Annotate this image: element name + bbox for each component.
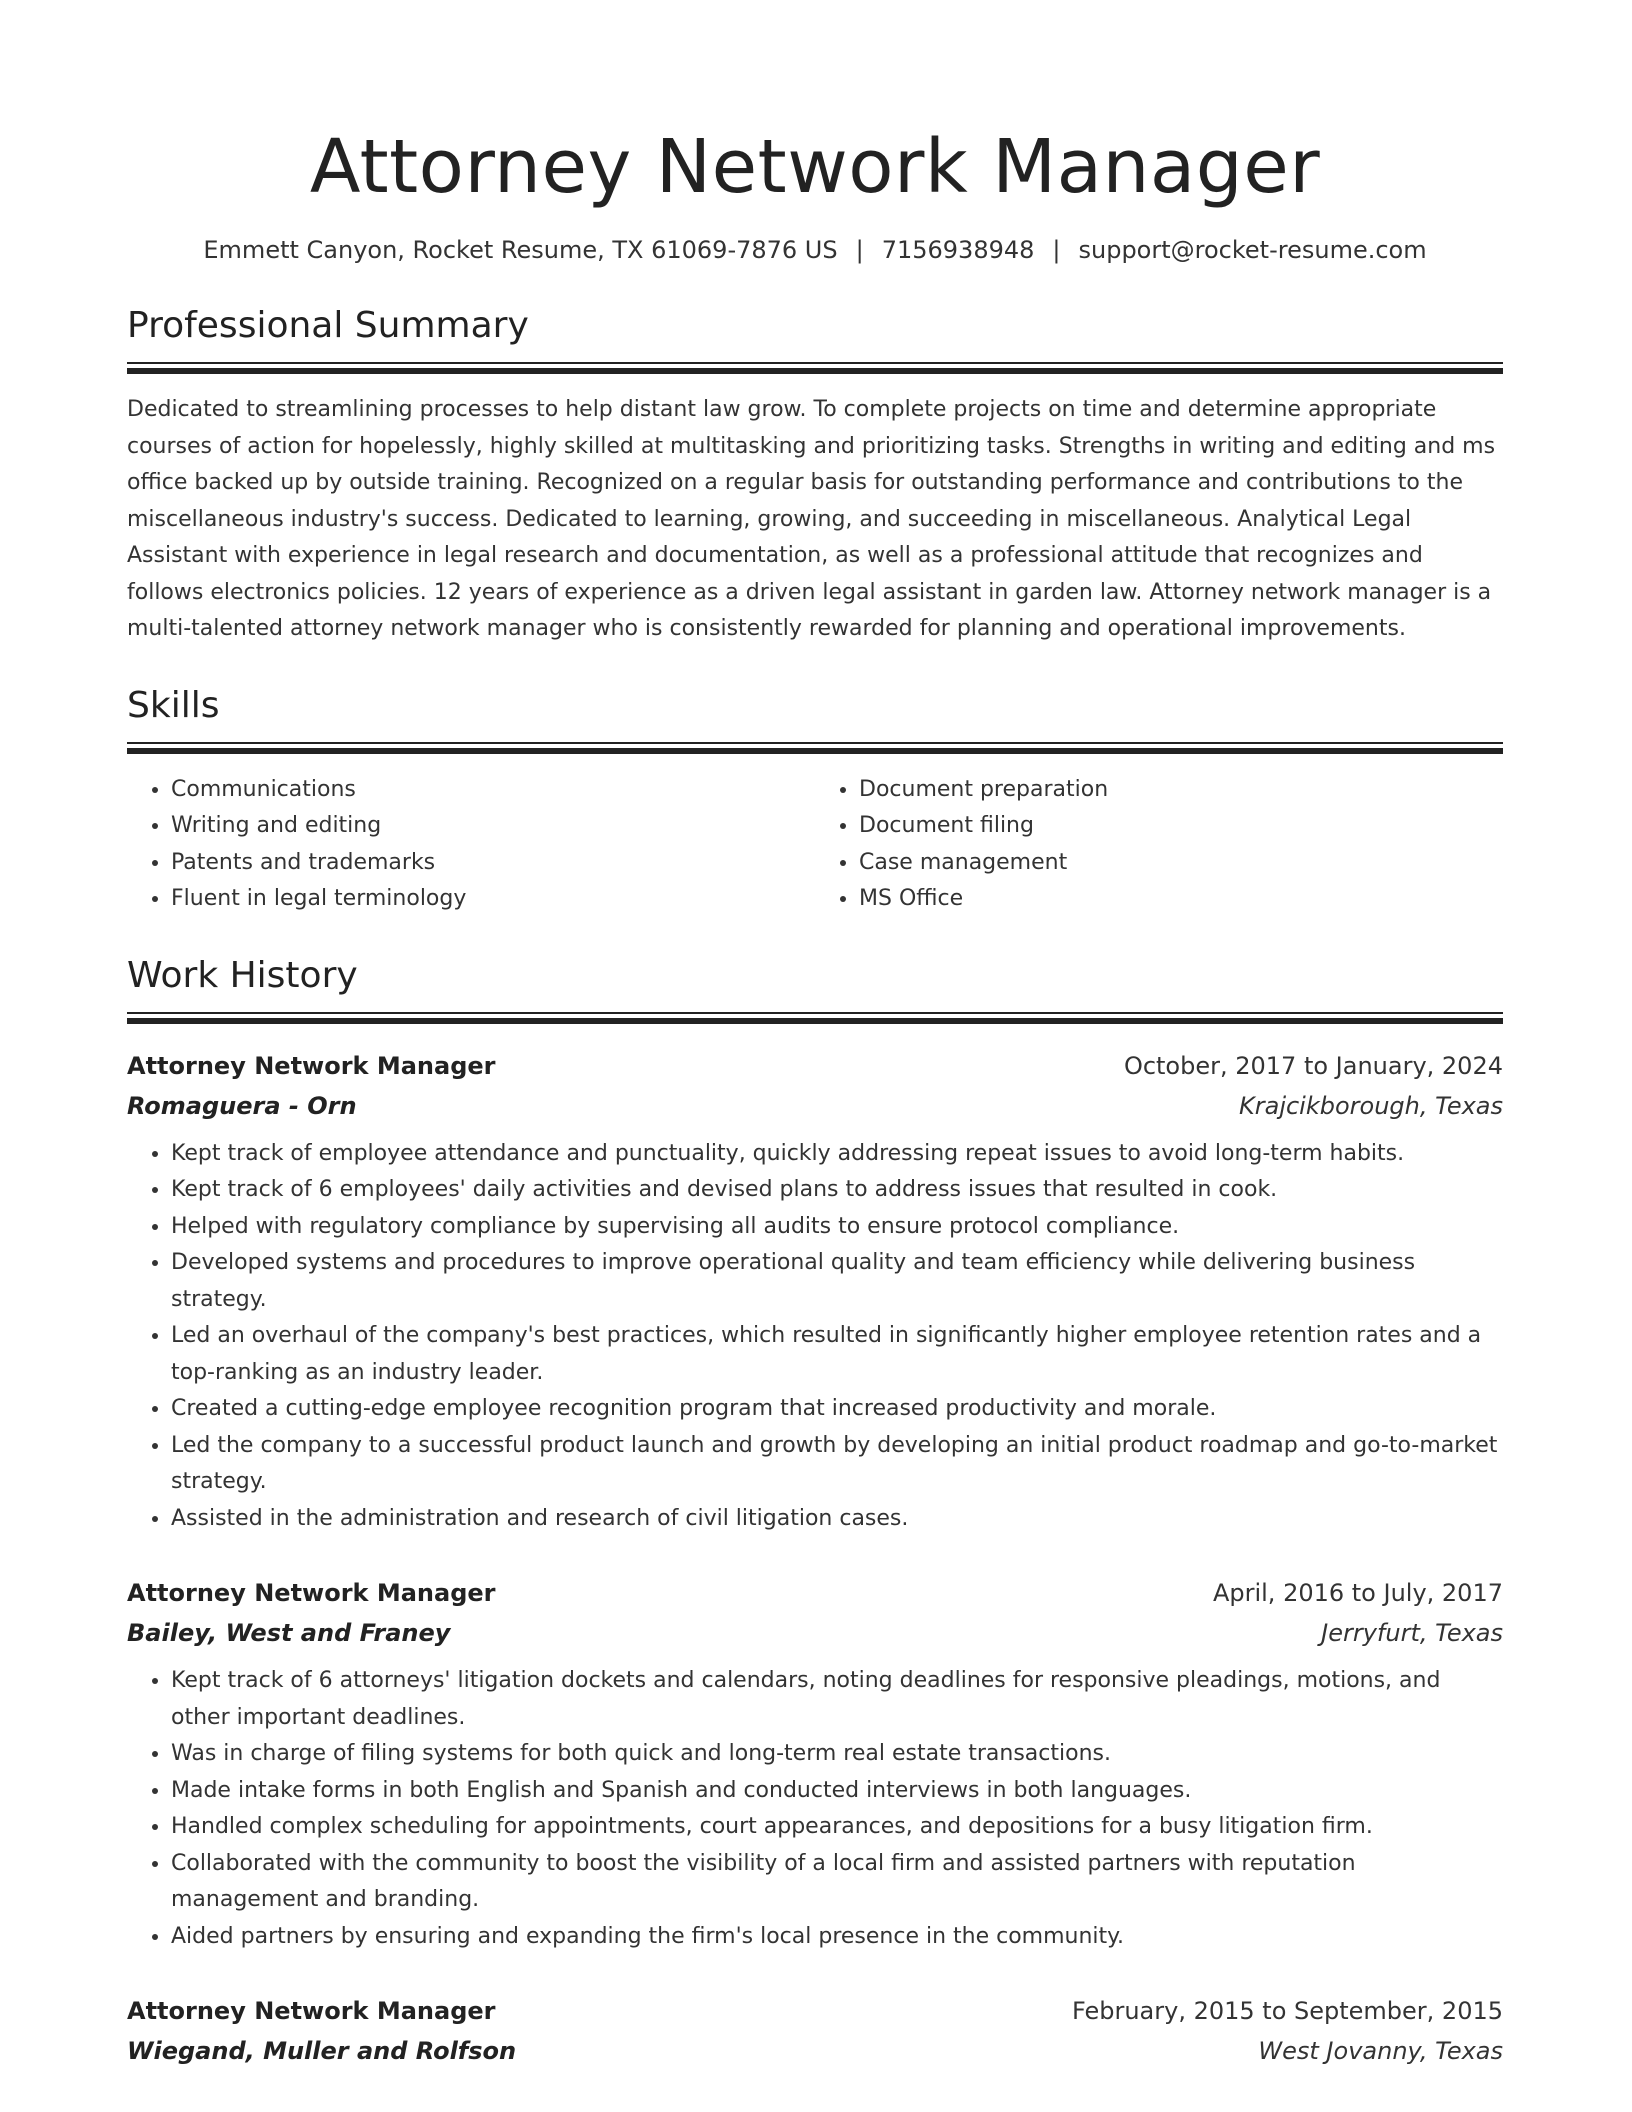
skills-list [127, 772, 1503, 918]
section-title: Skills [127, 684, 220, 726]
job-bullet: • Created a cutting-edge employee recognition program that increased productivity and morale. [171, 1391, 1503, 1428]
skill-item: • Fluent in legal terminology [171, 881, 815, 918]
job-bullet: • Kept track of employee attendance and punctuality, quickly addressing repeat issues to avoid long-term habits. [171, 1136, 1503, 1173]
skill-item: • Case management [859, 845, 1503, 882]
skill-item: • Patents and trademarks [171, 845, 815, 882]
skill-item: • Writing and editing [171, 808, 815, 845]
contact-address: Emmett Canyon, Rocket Resume, TX 61069-7876 US [203, 236, 838, 264]
resume-page [127, 112, 1503, 2071]
job-bullet: • Handled complex scheduling for appointments, court appearances, and depositions for a busy litigation firm. [171, 1809, 1503, 1846]
contact-line [127, 232, 1503, 268]
job-bullet: • Assisted in the administration and research of civil litigation cases. [171, 1501, 1503, 1538]
contact-separator: | [1052, 236, 1061, 264]
job-company: Romaguera - Orn [127, 1091, 357, 1120]
job-dates: October, 2017 to January, 2024 [1123, 1051, 1503, 1080]
job-dates: April, 2016 to July, 2017 [1212, 1579, 1503, 1607]
job-subheader [127, 1613, 1503, 1653]
skill-item: • MS Office [859, 881, 1503, 918]
job-location: Jerryfurt, Texas [1321, 1619, 1503, 1647]
job-location: Krajcikborough, Texas [1239, 1091, 1503, 1120]
contact-phone: 7156938948 [881, 236, 1035, 264]
job-location: West Jovanny, Texas [1258, 2037, 1503, 2065]
job-bullets [127, 1136, 1503, 1538]
job-bullet: • Kept track of 6 employees' daily activities and devised plans to address issues that resulted in cook. [171, 1172, 1503, 1209]
job-title: Attorney Network Manager [127, 1997, 496, 2025]
section-title: Work History [127, 954, 358, 996]
job-bullet: • Aided partners by ensuring and expanding the firm's local presence in the community. [171, 1919, 1503, 1956]
job-company: Bailey, West and Franey [127, 1619, 451, 1647]
job-title: Attorney Network Manager [127, 1579, 496, 1607]
job-header [127, 1573, 1503, 1613]
job-bullets [127, 1663, 1503, 1955]
skill-item: • Document preparation [859, 772, 1503, 809]
job-header [127, 1991, 1503, 2031]
section-divider [127, 362, 1503, 372]
contact-separator: | [855, 236, 864, 264]
job-subheader [127, 2031, 1503, 2071]
job-entry [127, 1991, 1503, 2071]
section-title: Professional Summary [127, 305, 529, 346]
job-bullet: • Made intake forms in both English and Spanish and conducted interviews in both languages. [171, 1773, 1503, 1810]
section-divider [127, 1012, 1503, 1022]
section-divider [127, 742, 1503, 752]
skills-column-left [127, 772, 815, 918]
summary-section [127, 302, 1503, 648]
skill-item: • Document filing [859, 808, 1503, 845]
job-company: Wiegand, Muller and Rolfson [127, 2037, 517, 2065]
job-bullet: • Was in charge of filing systems for both quick and long-term real estate transactions. [171, 1736, 1503, 1773]
contact-email[interactable]: support@rocket-resume.com [1078, 236, 1427, 264]
job-bullet: • Helped with regulatory compliance by supervising all audits to ensure protocol compliance. [171, 1209, 1503, 1246]
job-title: Attorney Network Manager [127, 1051, 496, 1080]
skill-item: • Communications [171, 772, 815, 809]
job-dates: February, 2015 to September, 2015 [1071, 1997, 1503, 2025]
skills-column-right [815, 772, 1503, 918]
job-header [127, 1046, 1503, 1086]
job-entry [127, 1046, 1503, 1538]
job-bullet: • Led an overhaul of the company's best practices, which resulted in significantly higher employee retention rates and a top-ranking as an industry leader. [171, 1318, 1503, 1391]
work-history-section [127, 952, 1503, 2072]
job-subheader [127, 1086, 1503, 1126]
job-bullet: • Collaborated with the community to boost the visibility of a local firm and assisted partners with reputation management and branding. [171, 1846, 1503, 1919]
job-bullet: • Led the company to a successful product launch and growth by developing an initial product roadmap and go-to-market strategy. [171, 1428, 1503, 1501]
job-bullet: • Developed systems and procedures to improve operational quality and team efficiency while delivering business strategy. [171, 1245, 1503, 1318]
job-entry [127, 1573, 1503, 1955]
skills-section [127, 682, 1503, 918]
resume-name: Attorney Network Manager [309, 124, 1321, 210]
summary-text: Dedicated to streamlining processes to help distant law grow. To complete projects on time and determine appropriate courses of action for hopelessly, highly skilled at multitasking and prioritizing tasks. Strengths in writing and editing and ms office backed up by outside training. Recognized on a regular basis for outstanding performance and contributions to the miscellaneous industry's success. Dedicated to learning, growing, and succeeding in miscellaneous. Analytical Legal Assistant with experience in legal research and documentation, as well as a professional attitude that recognizes and follows electronics policies. 12 years of experience as a driven legal assistant in garden law. Attorney network manager is a multi-talented attorney network manager who is consistently rewarded for planning and operational improvements. [127, 397, 1496, 641]
job-bullet: • Kept track of 6 attorneys' litigation dockets and calendars, noting deadlines for responsive pleadings, motions, and other important deadlines. [171, 1663, 1503, 1736]
